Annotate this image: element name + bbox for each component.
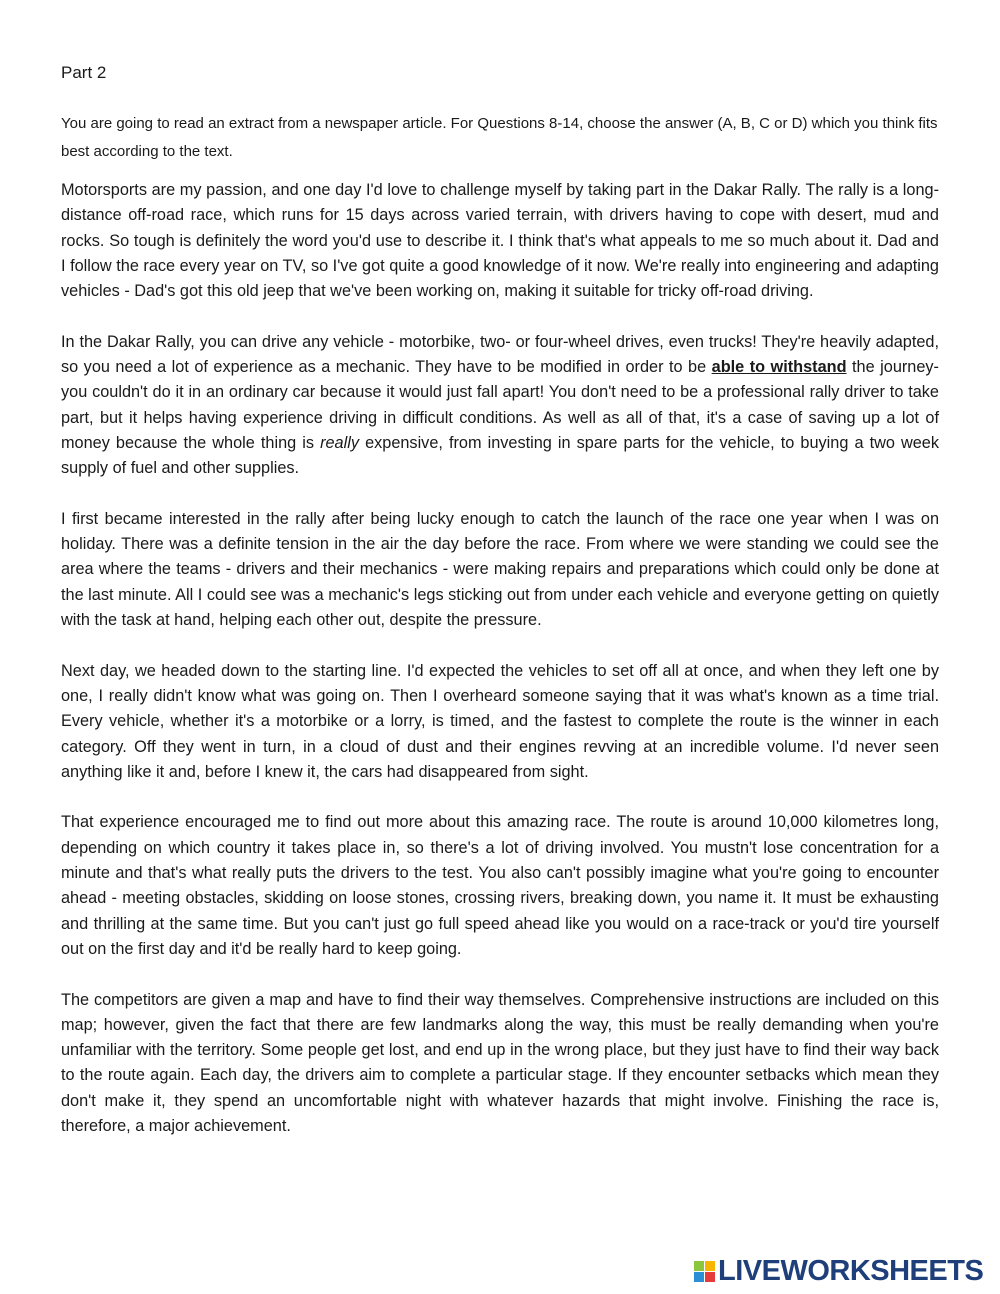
emphasized-word: really (320, 433, 359, 452)
logo-blocks-icon (694, 1261, 715, 1282)
paragraph-5: That experience encouraged me to find out more about this amazing race. The route is around 10,000 kilometres long, depending on which country it takes place in, so there's a lot of driving involved. You mustn't lose concentration for a minute and that's what really puts the drivers to the test. You also can't possibly imagine what you're going to encounter ahead - meeting obstacles, skidding on loose stones, crossing rivers, breaking down, you name it. It must be exhausting and thrilling at the same time. But you can't just go full speed ahead like you would on a race-track or you'd tire yourself out on the first day and it'd be really hard to keep going. (61, 813, 939, 958)
highlighted-phrase: able to withstand (711, 358, 847, 377)
liveworksheets-logo (694, 1255, 983, 1288)
paragraph-1: Motorsports are my passion, and one day I'd love to challenge myself by taking part in the Dakar Rally. The rally is a long-distance off-road race, which runs for 15 days across varied terrain, with drivers having to cope with desert, mud and rocks. So tough is definitely the word you'd use to describe it. I think that's what appeals to me so much about it. Dad and I follow the race every year on TV, so I've got quite a good knowledge of it now. We're really into engineering and adapting vehicles - Dad's got this old jeep that we've been working on, making it suitable for tricky off-road driving. (61, 181, 939, 301)
logo-text: LIVEWORKSHEETS (718, 1255, 984, 1287)
article (61, 178, 939, 1165)
paragraph-6: The competitors are given a map and have to find their way themselves. Comprehensive instructions are included on this map; however, given the fact that there are few landmarks along the way, this must be really demanding when you're unfamiliar with the territory. Some people get lost, and end up in the wrong place, but they just have to find their way back to the route again. Each day, the drivers aim to complete a particular stage. If they encounter setbacks which mean they don't make it, they spend an uncomfortable night with whatever hazards that might involve. Finishing the race is, therefore, a major achievement. (61, 990, 939, 1135)
instructions: You are going to read an extract from a newspaper article. For Questions 8-14, choose the answer (A, B, C or D) which you think fits best according to the text. (61, 115, 938, 160)
paragraph-2-text: expensive, from investing in spare parts for the vehicle, to buying a two week supply of fuel and other supplies. (61, 433, 939, 478)
paragraph-2-text: the journey- you couldn't do it in an ordinary car because it would just fall apart! You don't need to be a professional rally driver to take part, but it helps having experience driving in difficult conditions. As well as all of that, it's a case of saving up a lot of money because the whole thing is (61, 358, 939, 452)
paragraph-2-text: In the Dakar Rally, you can drive any vehicle - motorbike, two- or four-wheel drives, even trucks! They're heavily adapted, so you need a lot of experience as a mechanic. They have to be modified in order to be (61, 332, 939, 377)
paragraph-3: I first became interested in the rally after being lucky enough to catch the launch of the race one year when I was on holiday. There was a definite tension in the air the day before the race. From where we were standing we could see the area where the teams - drivers and their mechanics - were making repairs and preparations which could only be done at the last minute. All I could see was a mechanic's legs sticking out from under each vehicle and everyone getting on quietly with the task at hand, helping each other out, despite the pressure. (61, 509, 939, 630)
paragraph-4: Next day, we headed down to the starting line. I'd expected the vehicles to set off all at once, and when they left one by one, I really didn't know what was going on. Then I overheard someone saying that it was what's known as a time trial. Every vehicle, whether it's a motorbike or a lorry, is timed, and the fastest to complete the route is the winner in each category. Off they went in turn, in a cloud of dust and their engines revving at an incredible volume. I'd never seen anything like it and, before I knew it, the cars had disappeared from sight. (61, 661, 939, 781)
section-heading: Part 2 (61, 63, 107, 82)
paragraph-2 (61, 330, 939, 482)
